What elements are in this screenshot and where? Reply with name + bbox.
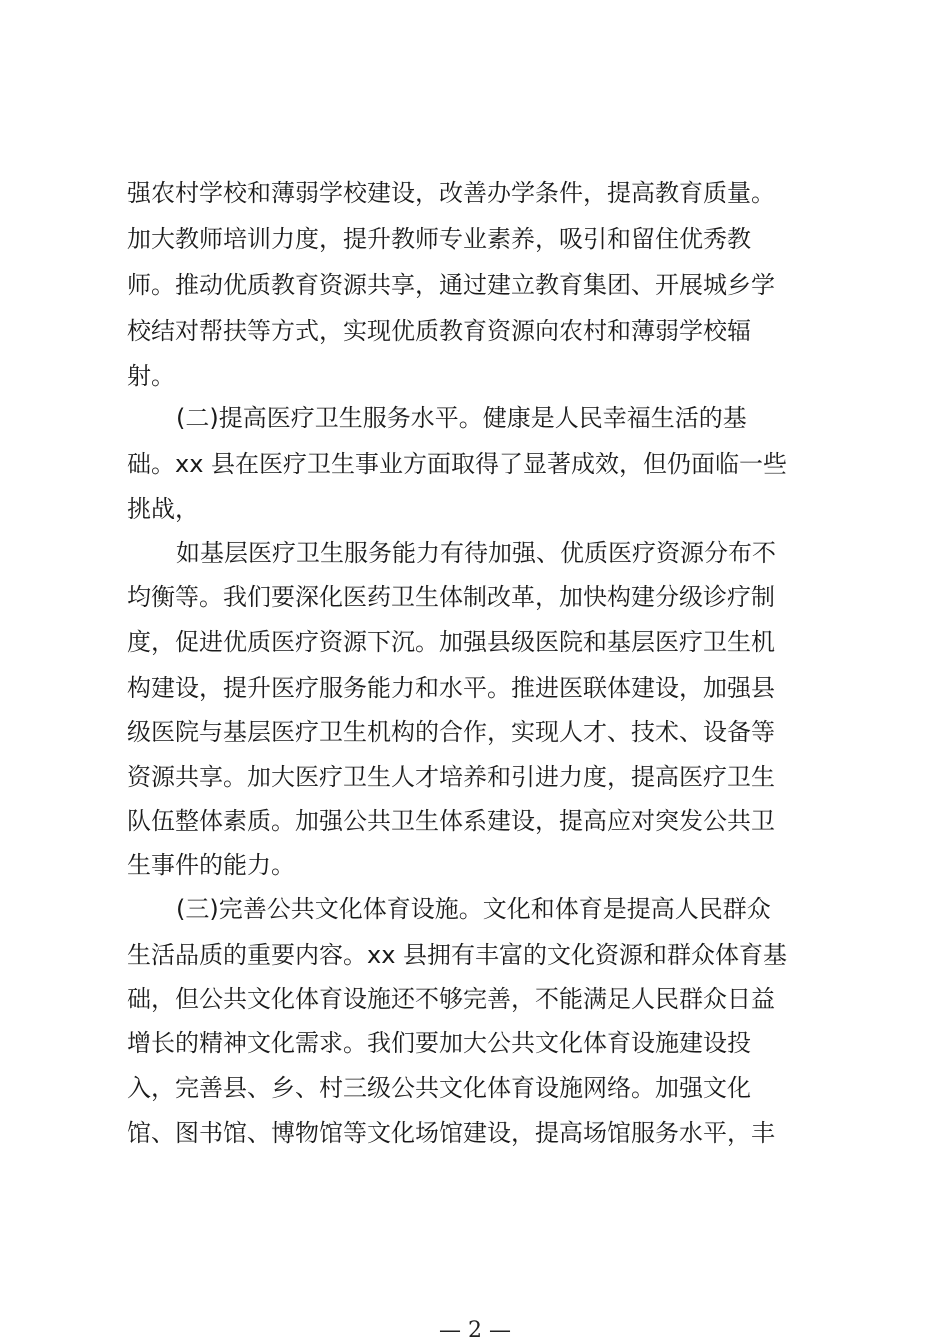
- text-line: 资源共享。加大医疗卫生人才培养和引进力度，提高医疗卫生: [127, 763, 775, 791]
- section-heading-paragraph: (二)提高医疗卫生服务水平。健康是人民幸福生活的基: [176, 404, 747, 432]
- text-line: 馆、图书馆、博物馆等文化场馆建设，提高场馆服务水平，丰: [127, 1119, 775, 1147]
- text-line: 挑战，: [127, 495, 199, 523]
- text-line: 加大教师培训力度，提升教师专业素养，吸引和留住优秀教: [127, 225, 751, 253]
- text-line: 度，促进优质医疗资源下沉。加强县级医院和基层医疗卫生机: [127, 628, 775, 656]
- text-line: 生事件的能力。: [127, 851, 295, 879]
- text-line: 础，但公共文化体育设施还不够完善，不能满足人民群众日益: [127, 985, 775, 1013]
- text-line: 均衡等。我们要深化医药卫生体制改革，加快构建分级诊疗制: [127, 583, 775, 611]
- text-line: 础。xx 县在医疗卫生事业方面取得了显著成效，但仍面临一些: [127, 450, 788, 478]
- text-line: 校结对帮扶等方式，实现优质教育资源向农村和薄弱学校辐: [127, 317, 751, 345]
- text-line: 师。推动优质教育资源共享，通过建立教育集团、开展城乡学: [127, 271, 775, 299]
- text-line: 增长的精神文化需求。我们要加大公共文化体育设施建设投: [127, 1029, 751, 1057]
- paragraph-start: 如基层医疗卫生服务能力有待加强、优质医疗资源分布不: [176, 539, 776, 567]
- text-line: 强农村学校和薄弱学校建设，改善办学条件，提高教育质量。: [127, 179, 775, 207]
- text-line: 级医院与基层医疗卫生机构的合作，实现人才、技术、设备等: [127, 718, 775, 746]
- section-heading-paragraph: (三)完善公共文化体育设施。文化和体育是提高人民群众: [176, 895, 771, 923]
- text-line: 射。: [127, 362, 175, 390]
- text-line: 生活品质的重要内容。xx 县拥有丰富的文化资源和群众体育基: [127, 941, 788, 969]
- text-line: 构建设，提升医疗服务能力和水平。推进医联体建设，加强县: [127, 674, 775, 702]
- text-line: 队伍整体素质。加强公共卫生体系建设，提高应对突发公共卫: [127, 807, 775, 835]
- text-line: 入，完善县、乡、村三级公共文化体育设施网络。加强文化: [127, 1074, 751, 1102]
- page-number: — 2 —: [439, 1318, 511, 1343]
